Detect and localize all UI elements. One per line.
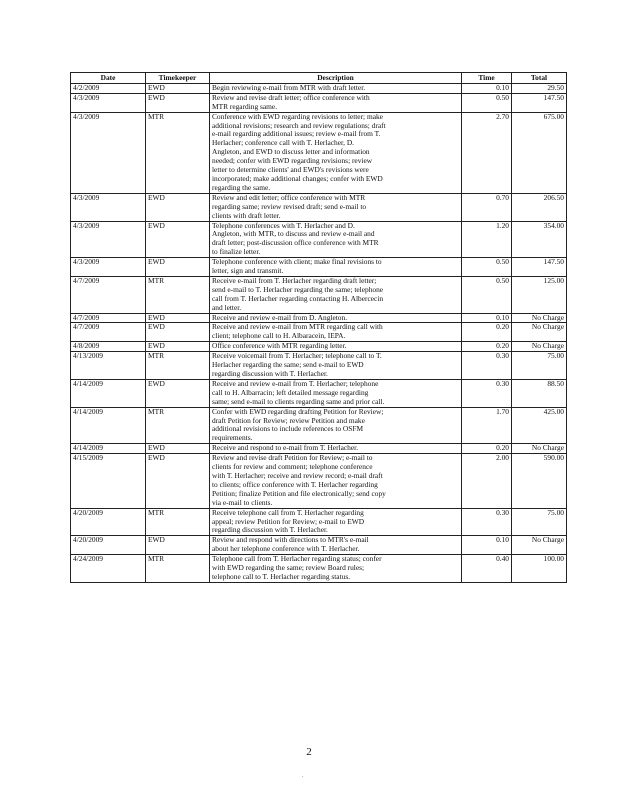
cell-timekeeper: EWD: [146, 193, 210, 221]
cell-time: 1.70: [462, 407, 512, 444]
cell-description: Receive and respond to e-mail from T. Herlacher.: [210, 444, 462, 454]
cell-description: Review and respond with directions to MTR's e-mail about her telephone conference with T. Herlacher.: [210, 536, 462, 555]
cell-timekeeper: MTR: [146, 508, 210, 536]
cell-total: 354.00: [512, 221, 567, 258]
cell-timekeeper: EWD: [146, 454, 210, 508]
header-timekeeper: Timekeeper: [146, 73, 210, 84]
footer-mark: .: [302, 773, 304, 779]
cell-date: 4/3/2009: [71, 258, 146, 277]
cell-time: 0.20: [462, 323, 512, 342]
table-row: [71, 112, 567, 193]
cell-time: 0.10: [462, 83, 512, 93]
table-row: [71, 193, 567, 221]
table-row: [71, 221, 567, 258]
cell-timekeeper: EWD: [146, 93, 210, 112]
cell-timekeeper: EWD: [146, 221, 210, 258]
cell-time: 0.10: [462, 313, 512, 323]
cell-total: No Charge: [512, 342, 567, 352]
cell-total: No Charge: [512, 323, 567, 342]
cell-timekeeper: EWD: [146, 313, 210, 323]
header-time: Time: [462, 73, 512, 84]
cell-date: 4/3/2009: [71, 112, 146, 193]
cell-description: Review and revise draft letter; office conference with MTR regarding same.: [210, 93, 462, 112]
cell-total: 29.50: [512, 83, 567, 93]
cell-time: 0.50: [462, 93, 512, 112]
table-row: [71, 352, 567, 380]
table-row: [71, 258, 567, 277]
cell-timekeeper: MTR: [146, 276, 210, 313]
cell-date: 4/2/2009: [71, 83, 146, 93]
cell-date: 4/24/2009: [71, 555, 146, 583]
cell-time: 0.30: [462, 352, 512, 380]
cell-timekeeper: EWD: [146, 342, 210, 352]
cell-date: 4/20/2009: [71, 536, 146, 555]
table-row: [71, 444, 567, 454]
cell-date: 4/7/2009: [71, 323, 146, 342]
cell-description: Receive and review e-mail from D. Angleton.: [210, 313, 462, 323]
cell-date: 4/20/2009: [71, 508, 146, 536]
cell-description: Conference with EWD regarding revisions to letter; make additional revisions; research and review regulations; draft e-mail regarding additional issues; review e-mail from T. Herlacher; conference call with T. Herlacher, D. Angleton, and EWD to discuss letter and information needed; confer with EWD regarding revisions; review letter to determine clients' and EWD's revisions were incorporated; make additional changes; confer with EWD regarding the same.: [210, 112, 462, 193]
billing-table: [70, 72, 567, 583]
cell-date: 4/13/2009: [71, 352, 146, 380]
cell-timekeeper: MTR: [146, 555, 210, 583]
cell-time: 1.20: [462, 221, 512, 258]
cell-time: 2.00: [462, 454, 512, 508]
cell-description: Telephone conferences with T. Herlacher and D. Angleton, with MTR, to discuss and review e-mail and draft letter; post-discussion office conference with MTR to finalize letter.: [210, 221, 462, 258]
cell-timekeeper: EWD: [146, 444, 210, 454]
table-row: [71, 93, 567, 112]
cell-time: 0.40: [462, 555, 512, 583]
cell-time: 0.20: [462, 342, 512, 352]
cell-description: Confer with EWD regarding drafting Petition for Review; draft Petition for Review; review Petition and make additional revisions to include references to OSFM requirements.: [210, 407, 462, 444]
table-row: [71, 83, 567, 93]
cell-description: Receive telephone call from T. Herlacher regarding appeal; review Petition for Review; e-mail to EWD regarding discussion with T. Herlacher.: [210, 508, 462, 536]
cell-total: 88.50: [512, 379, 567, 407]
cell-time: 0.70: [462, 193, 512, 221]
cell-total: No Charge: [512, 444, 567, 454]
cell-date: 4/8/2009: [71, 342, 146, 352]
header-description: Description: [210, 73, 462, 84]
cell-total: 590.00: [512, 454, 567, 508]
cell-date: 4/3/2009: [71, 221, 146, 258]
cell-total: 125.00: [512, 276, 567, 313]
cell-total: No Charge: [512, 313, 567, 323]
cell-date: 4/3/2009: [71, 193, 146, 221]
cell-total: 675.00: [512, 112, 567, 193]
cell-timekeeper: EWD: [146, 536, 210, 555]
cell-timekeeper: MTR: [146, 112, 210, 193]
cell-time: 0.50: [462, 276, 512, 313]
cell-date: 4/3/2009: [71, 93, 146, 112]
cell-description: Review and revise draft Petition for Review; e-mail to clients for review and comment; telephone conference with T. Herlacher; receive and review record; e-mail draft to clients; office conference with T. Herlacher regarding Petition; finalize Petition and file electronically; send copy via e-mail to clients.: [210, 454, 462, 508]
cell-timekeeper: MTR: [146, 352, 210, 380]
cell-timekeeper: EWD: [146, 323, 210, 342]
cell-total: 75.00: [512, 508, 567, 536]
cell-date: 4/15/2009: [71, 454, 146, 508]
cell-description: Receive and review e-mail from T. Herlacher; telephone call to H. Albarracin; left detailed message regarding same; send e-mail to clients regarding same and prior call.: [210, 379, 462, 407]
cell-time: 0.30: [462, 379, 512, 407]
cell-description: Telephone conference with client; make final revisions to letter, sign and transmit.: [210, 258, 462, 277]
cell-description: Begin reviewing e-mail from MTR with draft letter.: [210, 83, 462, 93]
table-row: [71, 313, 567, 323]
cell-total: 206.50: [512, 193, 567, 221]
cell-date: 4/7/2009: [71, 313, 146, 323]
table-row: [71, 454, 567, 508]
table-row: [71, 342, 567, 352]
cell-total: 147.50: [512, 93, 567, 112]
cell-timekeeper: EWD: [146, 379, 210, 407]
header-date: Date: [71, 73, 146, 84]
cell-date: 4/14/2009: [71, 379, 146, 407]
cell-description: Receive and review e-mail from MTR regarding call with client; telephone call to H. Albaracein, IEPA.: [210, 323, 462, 342]
table-row: [71, 276, 567, 313]
table-body: [71, 83, 567, 582]
cell-description: Receive e-mail from T. Herlacher regarding draft letter; send e-mail to T. Herlacher regarding the same; telephone call from T. Herlacher regarding contacting H. Albercecin and letter.: [210, 276, 462, 313]
cell-total: 75.00: [512, 352, 567, 380]
table-row: [71, 536, 567, 555]
cell-timekeeper: EWD: [146, 83, 210, 93]
cell-time: 0.50: [462, 258, 512, 277]
cell-total: No Charge: [512, 536, 567, 555]
table-row: [71, 323, 567, 342]
cell-time: 0.20: [462, 444, 512, 454]
cell-time: 0.10: [462, 536, 512, 555]
table-row: [71, 508, 567, 536]
cell-time: 2.70: [462, 112, 512, 193]
cell-total: 425.00: [512, 407, 567, 444]
cell-description: Receive voicemail from T. Herlacher; telephone call to T. Herlacher regarding the same; send e-mail to EWD regarding discussion with T. Herlacher.: [210, 352, 462, 380]
cell-description: Telephone call from T. Herlacher regarding status; confer with EWD regarding the same; review Board rules; telephone call to T. Herlacher regarding status.: [210, 555, 462, 583]
cell-total: 100.00: [512, 555, 567, 583]
cell-date: 4/14/2009: [71, 444, 146, 454]
header-total: Total: [512, 73, 567, 84]
table-row: [71, 379, 567, 407]
cell-date: 4/14/2009: [71, 407, 146, 444]
cell-description: Office conference with MTR regarding letter.: [210, 342, 462, 352]
cell-time: 0.30: [462, 508, 512, 536]
table-header-row: [71, 73, 567, 84]
cell-date: 4/7/2009: [71, 276, 146, 313]
cell-timekeeper: MTR: [146, 407, 210, 444]
table-row: [71, 555, 567, 583]
cell-description: Review and edit letter; office conference with MTR regarding same; review revised draft; send e-mail to clients with draft letter.: [210, 193, 462, 221]
table-row: [71, 407, 567, 444]
cell-total: 147.50: [512, 258, 567, 277]
cell-timekeeper: EWD: [146, 258, 210, 277]
page-number: 2: [306, 746, 312, 758]
